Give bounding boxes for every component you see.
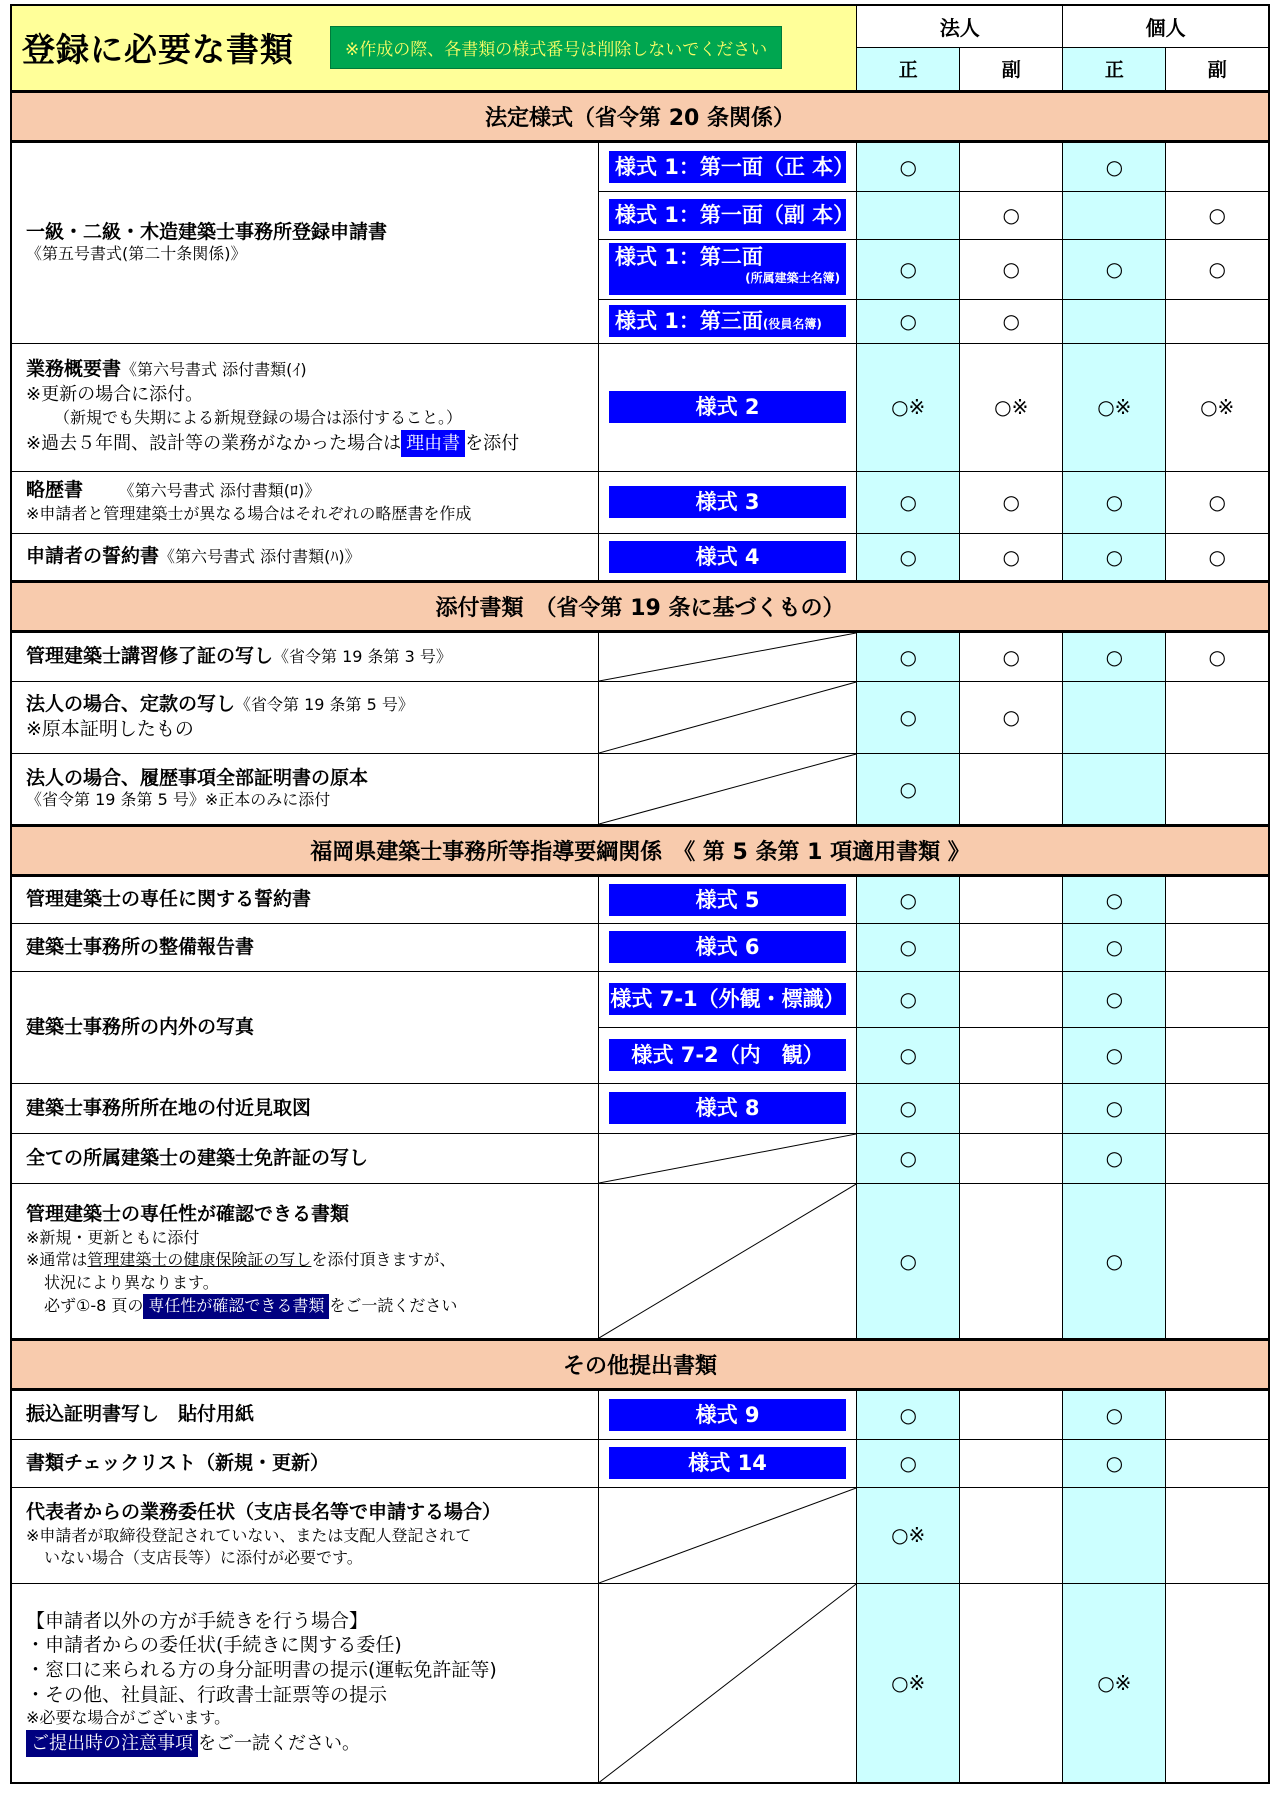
mark-indiv-main: [1063, 299, 1166, 343]
section-header-attachments: 添付書類 （省令第 19 条に基づくもの）: [11, 581, 1269, 631]
mark-indiv-copy: [1166, 1389, 1269, 1439]
mark-corp-main: ○※: [857, 1583, 960, 1783]
mark-corp-main: ○: [857, 631, 960, 681]
form-label: 様式 5: [609, 884, 846, 916]
mark-corp-copy: ○: [960, 631, 1063, 681]
row-name-cell: [11, 1083, 598, 1133]
mark-corp-main: ○: [857, 1439, 960, 1487]
row-title: 略歴書: [26, 479, 84, 502]
row-name-cell: [11, 1439, 598, 1487]
row-note: 《省令第 19 条第 5 号》※正本のみに添付: [26, 790, 331, 810]
row-name-cell: [11, 971, 598, 1083]
mark-indiv-copy: [1166, 1183, 1269, 1339]
mark-indiv-main: ○: [1063, 141, 1166, 191]
mark-indiv-main: ○: [1063, 533, 1166, 581]
row-name-cell: [11, 471, 598, 533]
mark-indiv-copy: [1166, 1487, 1269, 1583]
mark-corp-copy: [960, 875, 1063, 923]
mark-indiv-main: ○: [1063, 1183, 1166, 1339]
mark-indiv-copy: ○: [1166, 471, 1269, 533]
row-title: 【申請者以外の方が手続きを行う場合】: [26, 1609, 369, 1632]
header-indiv-copy: 副: [1166, 47, 1269, 91]
form-label: 様式 1：第二面: [614, 245, 763, 269]
row-note: ・その他、社員証、行政書士証票等の提示: [26, 1683, 388, 1706]
row-name-cell: [11, 1487, 598, 1583]
mark-indiv-copy: ○※: [1166, 343, 1269, 471]
mark-indiv-main: [1063, 681, 1166, 753]
mark-corp-copy: ○: [960, 681, 1063, 753]
row-name-cell: [11, 753, 598, 825]
row-note: を添付頂きますが、: [311, 1250, 456, 1270]
row-title: 法人の場合、履歴事項全部証明書の原本: [26, 766, 369, 789]
row-note: ※必要な場合がございます。: [26, 1708, 231, 1728]
header-title-cell: [11, 5, 857, 91]
mark-corp-copy: [960, 141, 1063, 191]
row-name-cell: [11, 533, 598, 581]
form-label: 様式 14: [609, 1447, 846, 1479]
mark-corp-main: ○: [857, 923, 960, 971]
no-form-cell: [598, 1133, 856, 1183]
row-name-cell: [11, 681, 598, 753]
mark-corp-main: ○: [857, 1183, 960, 1339]
header-corp-main: 正: [857, 47, 960, 91]
mark-corp-copy: ○: [960, 191, 1063, 239]
row-name-cell: [11, 631, 598, 681]
form-label: 様式 2: [609, 391, 846, 423]
mark-corp-main: ○: [857, 1083, 960, 1133]
mark-corp-copy: [960, 923, 1063, 971]
form-label-box: [609, 243, 846, 295]
no-form-cell: [598, 753, 856, 825]
mark-indiv-main: [1063, 1487, 1166, 1583]
row-note: 状況により異なります。: [44, 1272, 219, 1292]
header-group-individual: 個人: [1063, 5, 1269, 47]
mark-corp-copy: ○: [960, 299, 1063, 343]
row-note: を添付: [465, 432, 520, 454]
row-name-cell: [11, 1133, 598, 1183]
header-indiv-main: 正: [1063, 47, 1166, 91]
row-note: ※新規・更新ともに添付: [26, 1228, 200, 1248]
mark-indiv-copy: [1166, 1439, 1269, 1487]
row-subtitle: 《第五号書式(第二十条関係)》: [26, 244, 247, 264]
section-header-statutory: 法定様式（省令第 20 条関係）: [11, 91, 1269, 141]
row-subtitle: 《第六号書式 添付書類(ﾊ)》: [159, 547, 361, 567]
row-note: （新規でも失期による新規登録の場合は添付すること。）: [54, 408, 463, 428]
row-title: 業務概要書: [26, 358, 122, 381]
mark-corp-copy: [960, 1133, 1063, 1183]
form-label: 様式 8: [609, 1092, 846, 1124]
row-note: 必ず①-8 頁の: [44, 1296, 144, 1316]
row-title: 振込証明書写し 貼付用紙: [26, 1403, 255, 1426]
mark-indiv-main: ○※: [1063, 1583, 1166, 1783]
mark-indiv-copy: [1166, 923, 1269, 971]
mark-corp-copy: [960, 1439, 1063, 1487]
mark-corp-copy: [960, 1027, 1063, 1083]
mark-corp-main: ○: [857, 299, 960, 343]
mark-indiv-copy: ○: [1166, 533, 1269, 581]
mark-indiv-copy: [1166, 753, 1269, 825]
mark-corp-copy: ○: [960, 471, 1063, 533]
row-note: いない場合（支店長等）に添付が必要です。: [44, 1548, 363, 1568]
mark-corp-copy: ○※: [960, 343, 1063, 471]
row-note: ※申請者と管理建築士が異なる場合はそれぞれの略歴書を作成: [26, 504, 472, 524]
row-title: 管理建築士の専任に関する誓約書: [26, 888, 312, 911]
mark-corp-main: ○: [857, 141, 960, 191]
mark-corp-copy: [960, 1389, 1063, 1439]
row-name-cell: [11, 1183, 598, 1339]
no-form-cell: [598, 631, 856, 681]
mark-corp-main: ○: [857, 753, 960, 825]
row-note: ※原本証明したもの: [26, 718, 194, 740]
mark-corp-copy: [960, 753, 1063, 825]
mark-corp-main: ○: [857, 971, 960, 1027]
form-label: 様式 4: [609, 541, 846, 573]
mark-indiv-copy: [1166, 971, 1269, 1027]
mark-corp-main: ○: [857, 681, 960, 753]
mark-indiv-main: [1063, 753, 1166, 825]
row-title: 法人の場合、定款の写し: [26, 693, 236, 716]
section-header-other: その他提出書類: [11, 1339, 1269, 1389]
mark-indiv-copy: ○: [1166, 239, 1269, 299]
no-form-cell: [598, 1487, 856, 1583]
row-note: ※申請者が取締役登記されていない、または支配人登記されて: [26, 1525, 472, 1545]
row-note: ※通常は: [26, 1250, 88, 1270]
mark-corp-copy: ○: [960, 533, 1063, 581]
mark-corp-main: ○: [857, 1133, 960, 1183]
section-header-prefecture: 福岡県建築士事務所等指導要綱関係 《 第 5 条第 1 項適用書類 》: [11, 825, 1269, 875]
mark-indiv-main: ○: [1063, 1389, 1166, 1439]
mark-corp-copy: [960, 1083, 1063, 1133]
mark-corp-main: ○※: [857, 1487, 960, 1583]
mark-indiv-main: ○: [1063, 875, 1166, 923]
form-label: 様式 7-1（外観・標識）: [609, 983, 846, 1015]
row-note: ・窓口に来られる方の身分証明書の提示(運転免許証等): [26, 1658, 497, 1681]
mark-indiv-copy: [1166, 1027, 1269, 1083]
row-title: 書類チェックリスト（新規・更新）: [26, 1451, 330, 1474]
form-label: 様式 9: [609, 1399, 846, 1431]
mark-corp-copy: [960, 971, 1063, 1027]
mark-indiv-copy: [1166, 1133, 1269, 1183]
row-subtitle: 《第六号書式 添付書類(ｲ): [121, 360, 307, 380]
row-title: 代表者からの業務委任状（支店長名等で申請する場合）: [26, 1501, 502, 1524]
mark-corp-main: ○: [857, 1389, 960, 1439]
mark-corp-main: ○: [857, 239, 960, 299]
mark-corp-copy: [960, 1183, 1063, 1339]
mark-indiv-copy: [1166, 875, 1269, 923]
mark-corp-main: ○: [857, 1027, 960, 1083]
form-label: 様式 7-2（内 観）: [609, 1039, 846, 1071]
mark-indiv-main: ○※: [1063, 343, 1166, 471]
mark-corp-copy: ○: [960, 239, 1063, 299]
row-title: 一級・二級・木造建築士事務所登録申請書: [26, 220, 388, 243]
mark-indiv-copy: [1166, 299, 1269, 343]
documents-table: [10, 4, 1270, 1784]
mark-corp-copy: [960, 1487, 1063, 1583]
row-title: 建築士事務所所在地の付近見取図: [26, 1096, 312, 1119]
row-title: 申請者の誓約書: [26, 545, 160, 568]
row-subtitle: 《第六号書式 添付書類(ﾛ)》: [118, 481, 321, 501]
mark-indiv-copy: ○: [1166, 191, 1269, 239]
mark-corp-main: ○: [857, 875, 960, 923]
form-label: 様式 1：第一面（正 本）: [609, 151, 846, 183]
mark-corp-main: ○※: [857, 343, 960, 471]
title-note: ※作成の際、各書類の様式番号は削除しないでください: [330, 26, 782, 69]
row-title: 管理建築士の専任性が確認できる書類: [26, 1203, 350, 1226]
mark-indiv-copy: [1166, 141, 1269, 191]
form-label: 様式 1：第三面: [614, 309, 763, 333]
mark-indiv-main: ○: [1063, 1027, 1166, 1083]
row-subtitle: 《省令第 19 条第 5 号》: [235, 695, 414, 715]
row-name-cell: [11, 343, 598, 471]
row-title: 管理建築士講習修了証の写し: [26, 645, 274, 668]
mark-indiv-main: ○: [1063, 1439, 1166, 1487]
row-note-underline: 管理建築士の健康保険証の写し: [87, 1250, 312, 1270]
mark-indiv-main: [1063, 191, 1166, 239]
mark-indiv-main: ○: [1063, 1133, 1166, 1183]
page-title: 登録に必要な書類: [22, 30, 294, 70]
header-group-corporate: 法人: [857, 5, 1063, 47]
row-name-cell: [11, 875, 598, 923]
mark-indiv-main: ○: [1063, 971, 1166, 1027]
mark-indiv-main: ○: [1063, 1083, 1166, 1133]
row-title: 建築士事務所の整備報告書: [26, 935, 255, 958]
form-label: 様式 6: [609, 931, 846, 963]
no-form-cell: [598, 1583, 856, 1783]
row-note: ※過去５年間、設計等の業務がなかった場合は: [26, 432, 402, 454]
header-corp-copy: 副: [960, 47, 1063, 91]
mark-indiv-main: ○: [1063, 923, 1166, 971]
form-label: 様式 1：第一面（副 本）: [609, 199, 846, 231]
mark-indiv-copy: [1166, 1583, 1269, 1783]
row-note: ※更新の場合に添付。: [26, 383, 204, 405]
no-form-cell: [598, 1183, 856, 1339]
row-note: をご一読ください: [329, 1296, 458, 1316]
mark-corp-main: [857, 191, 960, 239]
mark-indiv-copy: [1166, 681, 1269, 753]
mark-corp-main: ○: [857, 471, 960, 533]
mark-indiv-main: ○: [1063, 471, 1166, 533]
form-label-box: [609, 305, 846, 337]
form-note: (役員名簿): [762, 317, 822, 331]
row-note: をご一読ください。: [198, 1732, 360, 1754]
row-title: 建築士事務所の内外の写真: [26, 1015, 255, 1038]
row-name-cell: [11, 923, 598, 971]
row-note: ・申請者からの委任状(手続きに関する委任): [26, 1634, 402, 1657]
row-title: 全ての所属建築士の建築士免許証の写し: [26, 1146, 369, 1169]
no-form-cell: [598, 681, 856, 753]
document-sheet: [10, 4, 1270, 1802]
row-name-cell: [11, 1389, 598, 1439]
dedication-doc-badge: 専任性が確認できる書類: [143, 1294, 329, 1318]
mark-corp-main: ○: [857, 533, 960, 581]
mark-indiv-copy: ○: [1166, 631, 1269, 681]
mark-corp-copy: [960, 1583, 1063, 1783]
reason-doc-badge: 理由書: [401, 430, 465, 457]
notice-badge: ご提出時の注意事項: [26, 1730, 198, 1757]
row-subtitle: 《省令第 19 条第 3 号》: [273, 647, 452, 667]
mark-indiv-copy: [1166, 1083, 1269, 1133]
row-name-cell: [11, 1583, 598, 1783]
form-note: (所属建築士名簿): [745, 271, 841, 285]
mark-indiv-main: ○: [1063, 631, 1166, 681]
mark-indiv-main: ○: [1063, 239, 1166, 299]
row-name-cell: [11, 141, 598, 343]
form-label: 様式 3: [609, 486, 846, 518]
